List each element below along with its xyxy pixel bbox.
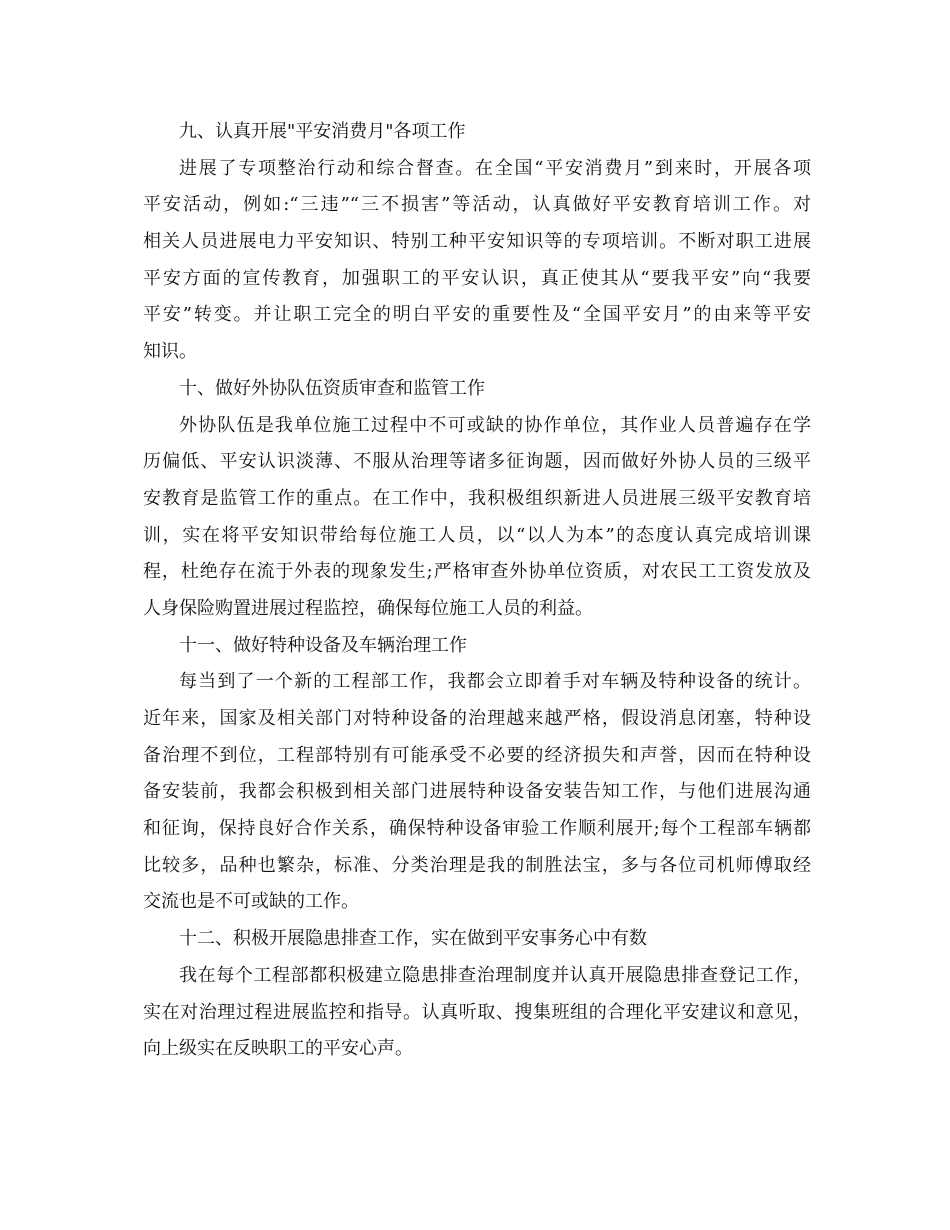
text-line: 平安”转变。并让职工完全的明白平安的重要性及“全国平安月”的由来等平安 [143, 304, 811, 326]
text-line: 程，杜绝存在流于外表的现象发生;严格审查外协单位资质，对农民工工资发放及 [143, 561, 811, 583]
text-line: 我在每个工程部都积极建立隐患排查治理制度并认真开展隐患排查登记工作， [179, 964, 811, 986]
text-line: 训，实在将平安知识带给每位施工人员，以“以人为本”的态度认真完成培训课 [143, 524, 811, 546]
text-line: 交流也是不可或缺的工作。 [143, 891, 359, 913]
text-line: 进展了专项整治行动和综合督查。在全国“平安消费月”到来时，开展各项 [179, 157, 811, 179]
text-line: 十一、做好特种设备及车辆治理工作 [179, 634, 467, 656]
text-line: 知识。 [143, 341, 197, 363]
text-line: 相关人员进展电力平安知识、特别工种平安知识等的专项培训。不断对职工进展 [143, 231, 811, 253]
text-line: 和征询，保持良好合作关系，确保特种设备审验工作顺利展开;每个工程部车辆都 [143, 818, 811, 840]
text-line: 平安活动，例如:“三违”“三不损害”等活动，认真做好平安教育培训工作。对 [143, 194, 811, 216]
text-line: 实在对治理过程进展监控和指导。认真听取、搜集班组的合理化平安建议和意见， [143, 1001, 811, 1023]
text-line: 每当到了一个新的工程部工作，我都会立即着手对车辆及特种设备的统计。 [179, 671, 811, 693]
text-line: 平安方面的宣传教育，加强职工的平安认识，真正使其从“要我平安”向“我要 [143, 267, 811, 289]
text-line: 十二、积极开展隐患排查工作，实在做到平安事务心中有数 [179, 928, 647, 950]
text-line: 历偏低、平安认识淡薄、不服从治理等诸多征询题，因而做好外协人员的三级平 [143, 451, 811, 473]
text-line: 十、做好外协队伍资质审查和监管工作 [179, 377, 485, 399]
text-line: 人身保险购置进展过程监控，确保每位施工人员的利益。 [143, 597, 593, 619]
document-body [143, 114, 811, 1068]
text-line: 安教育是监管工作的重点。在工作中，我积极组织新进人员进展三级平安教育培 [143, 487, 811, 509]
text-line: 备安装前，我都会积极到相关部门进展特种设备安装告知工作，与他们进展沟通 [143, 781, 811, 803]
text-line: 近年来，国家及相关部门对特种设备的治理越来越严格，假设消息闭塞，特种设 [143, 708, 811, 729]
text-line: 向上级实在反映职工的平安心声。 [143, 1038, 413, 1060]
text-line: 外协队伍是我单位施工过程中不可或缺的协作单位，其作业人员普遍存在学 [179, 414, 811, 436]
text-line: 比较多，品种也繁杂，标准、分类治理是我的制胜法宝，多与各位司机师傅取经 [143, 854, 811, 876]
text-line: 九、认真开展"平安消费月"各项工作 [179, 121, 466, 142]
text-line: 备治理不到位，工程部特别有可能承受不必要的经济损失和声誉，因而在特种设 [143, 744, 811, 766]
